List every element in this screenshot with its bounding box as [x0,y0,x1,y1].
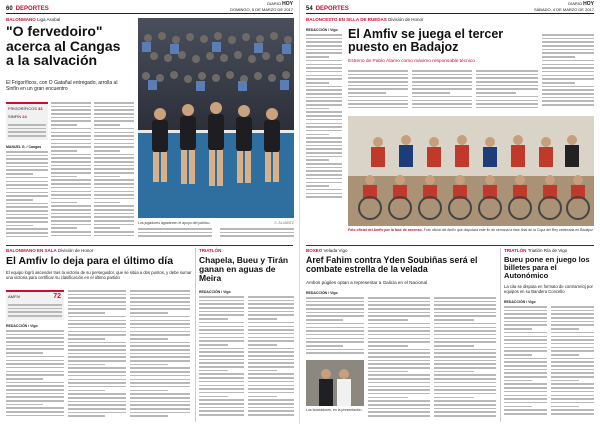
article-column-1 [306,297,364,357]
article-column-1 [306,34,342,202]
headline: El Amfiv se juega el tercer puesto en Badajoz [348,27,504,55]
byline: MANUEL G. / Cangas [6,145,42,149]
team-photo-illustration [138,18,294,218]
team-photo [138,18,294,218]
article-column-5 [542,34,594,112]
paper-masthead [534,2,594,12]
score-box [6,290,64,320]
paper-name-prefix: DIARIO [568,1,583,7]
subhead: Ambos púgiles optan a representar a Galicia en el Nacional [306,280,428,285]
article-column-3 [130,290,190,420]
kicker-detail: Liga Asobal [37,17,61,22]
paper-name: HOY [583,1,594,8]
subhead: El Frigoríficos, con O Gatañal entregado, arrolla al Sinfín en un gran encuentro [6,80,118,93]
subhead: El equipo logró ascender tras la victoria de su perseguidor, que se sitúa a dos puntos, y debe sumar una victoria para certificar su clasificación en el último partido [6,270,192,281]
column-divider [500,248,501,422]
headline: Chapela, Bueu y Tirán ganan en aguas de Meira [199,255,289,283]
headline: Bueu pone en juego los billetes para el Autonómico [504,255,590,280]
article-column-2 [68,290,126,420]
article-column-3 [412,70,472,112]
byline: REDACCIÓN / Vigo [199,290,231,294]
boxers-photo [306,360,364,406]
paper-masthead [230,2,293,12]
boxers-illustration [306,360,364,406]
kicker-section: BALONMANO EN SALA [6,248,57,253]
kicker-detail: Triatlón Ría de Vigo [527,248,568,253]
wheelchair-photo-caption [348,228,594,233]
team-name: AMFIV [8,294,21,299]
headline: "O fervedoiro" acerca al Cangas a la salvación [6,23,121,69]
story-kicker [6,17,60,22]
team-home: FRIGORÍFICOS [8,106,37,111]
section-divider [6,245,293,246]
team-photo-caption [138,221,294,226]
right-page [300,0,600,424]
article-column-1 [199,296,244,420]
right-page-header [306,1,594,14]
article-column-4 [138,228,212,242]
kicker-detail: Velada Vigo [323,248,348,253]
story-kicker [504,248,567,253]
article-column-3 [434,297,496,420]
story-kicker [306,17,424,22]
team-away: SINFÍN [8,114,22,119]
photo-credit: S. ÁLVAREZ [274,221,294,225]
wheelchair-team-photo [348,116,594,226]
team-score: 72 [53,293,61,300]
kicker-section: TRIATLÓN [504,248,527,253]
article-column-2 [551,306,594,420]
column-divider [195,248,196,422]
article-column-2 [348,70,408,112]
kicker-section: BOXEO [306,248,323,253]
issue-date: DOMINGO, 5 DE MARZO DE 2017 [230,6,293,12]
score-line [8,294,20,300]
article-column-3 [94,102,134,241]
article-column-1 [6,330,64,420]
caption-text: Foto oficial del Amfiv que disputará este fin de semana la fase final de la Copa del Rey celebrada en Badajoz. [423,228,594,232]
byline: REDACCIÓN / Vigo [306,28,338,32]
left-page-header [6,1,293,14]
byline: REDACCIÓN / Vigo [6,324,38,328]
story-kicker [306,248,347,253]
score-details [8,304,62,320]
team-away-score: 24 [22,114,27,119]
kicker-detail: División de Honor [388,17,424,22]
story-kicker [199,248,221,253]
issue-date: SÁBADO, 4 DE MARZO DE 2017 [533,6,594,12]
subhead: Estreno de Pablo Álamo como máximo responsable técnico [348,59,475,64]
wheelchair-team-illustration [348,116,594,226]
kicker-detail: División de Honor [57,248,94,253]
team-home-score: 33 [38,106,43,111]
score-details [8,124,46,140]
article-column-5 [220,228,294,242]
kicker-section: BALONMANO [6,17,36,22]
page-number: 60 [6,6,13,12]
article-column-1 [504,306,547,420]
paper-name: HOY [282,1,293,8]
page-number: 54 [306,6,313,12]
headline: Aref Fahim contra Yden Soubiñas será el combate estrella de la velada [306,255,478,275]
score-box [6,102,48,140]
kicker-section: TRIATLÓN [199,248,222,253]
headline: El Amfiv lo deja para el último día [6,255,174,267]
article-column-2 [248,296,294,420]
caption-title: Foto oficial del Amfiv por la fase de ascenso. [348,228,423,232]
section-divider [306,245,594,246]
story-kicker [6,248,93,253]
byline: REDACCIÓN / Vigo [306,291,338,295]
section-label: DEPORTES [315,6,349,12]
article-column-1 [6,151,48,241]
caption-text: Los jugadores agradecen el apoyo del público. [138,221,211,225]
article-column-2 [51,102,91,241]
kicker-section: BALONCESTO EN SILLA DE RUEDAS [306,17,387,22]
boxers-caption: Los boxeadores, en la presentación. [306,408,363,412]
paper-name-prefix: DIARIO [267,1,282,7]
section-label: DEPORTES [15,6,49,12]
score-line-home [8,106,42,112]
article-column-4 [476,70,538,112]
article-column-2 [368,297,430,420]
score-line-away [8,114,27,120]
byline: REDACCIÓN / Vigo [504,300,536,304]
subhead: La cita se disputa en formato de contrarreloj por equipos en su Bandera Concello [504,284,593,295]
